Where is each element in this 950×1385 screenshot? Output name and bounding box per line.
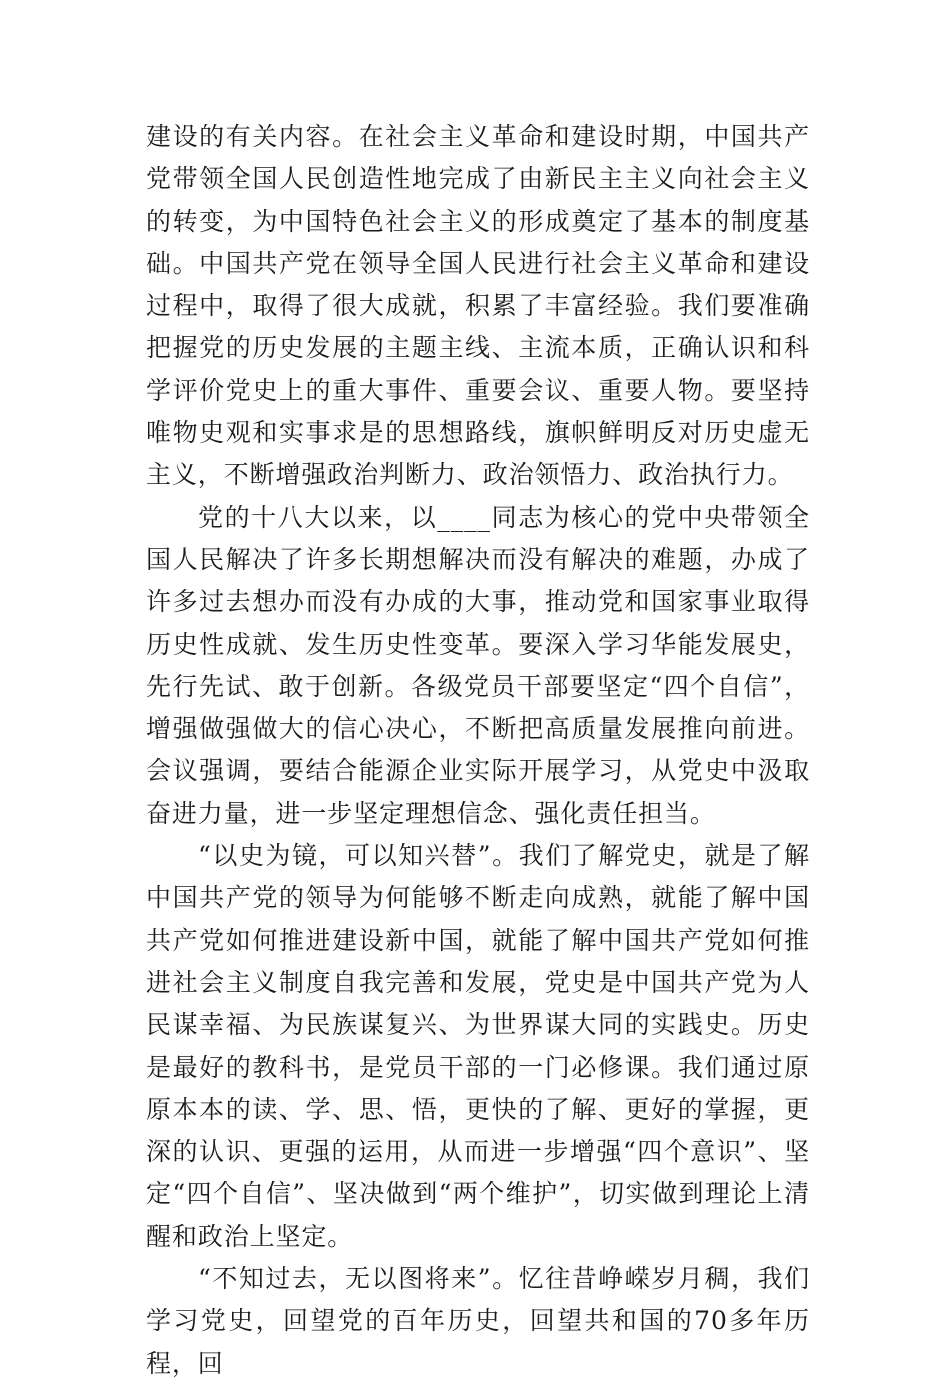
paragraph: 党的十八大以来，以____同志为核心的党中央带领全国人民解决了许多长期想解决而没有解决的难题，办成了许多过去想办而没有办成的大事，推动党和国家事业取得历史性成就、发生历史性变革。要深入学习华能发展史，先行先试、敢于创新。各级党员干部要坚定“四个自信”，增强做强做大的信心决心，不断把高质量发展推向前进。会议强调，要结合能源企业实际开展学习，从党史中汲取奋进力量，进一步坚定理想信念、强化责任担当。 [146,502,810,828]
paragraph: “不知过去，无以图将来”。忆往昔峥嵘岁月稠，我们学习党史，回望党的百年历史，回望共和国的70多年历程，回 [146,1264,810,1378]
document-body [146,116,810,1385]
paragraph: “以史为镜，可以知兴替”。我们了解党史，就是了解中国共产党的领导为何能够不断走向成熟，就能了解中国共产党如何推进建设新中国，就能了解中国共产党如何推进社会主义制度自我完善和发展，党史是中国共产党为人民谋幸福、为民族谋复兴、为世界谋大同的实践史。历史是最好的教科书，是党员干部的一门必修课。我们通过原原本本的读、学、思、悟，更快的了解、更好的掌握，更深的认识、更强的运用，从而进一步增强“四个意识”、坚定“四个自信”、坚决做到“两个维护”，切实做到理论上清醒和政治上坚定。 [146,841,810,1251]
paragraph: 建设的有关内容。在社会主义革命和建设时期，中国共产党带领全国人民创造性地完成了由新民主主义向社会主义的转变，为中国特色社会主义的形成奠定了基本的制度基础。中国共产党在领导全国人民进行社会主义革命和建设过程中，取得了很大成就，积累了丰富经验。我们要准确把握党的历史发展的主题主线、主流本质，正确认识和科学评价党史上的重大事件、重要会议、重要人物。要坚持唯物史观和实事求是的思想路线，旗帜鲜明反对历史虚无主义，不断增强政治判断力、政治领悟力、政治执行力。 [146,122,810,490]
